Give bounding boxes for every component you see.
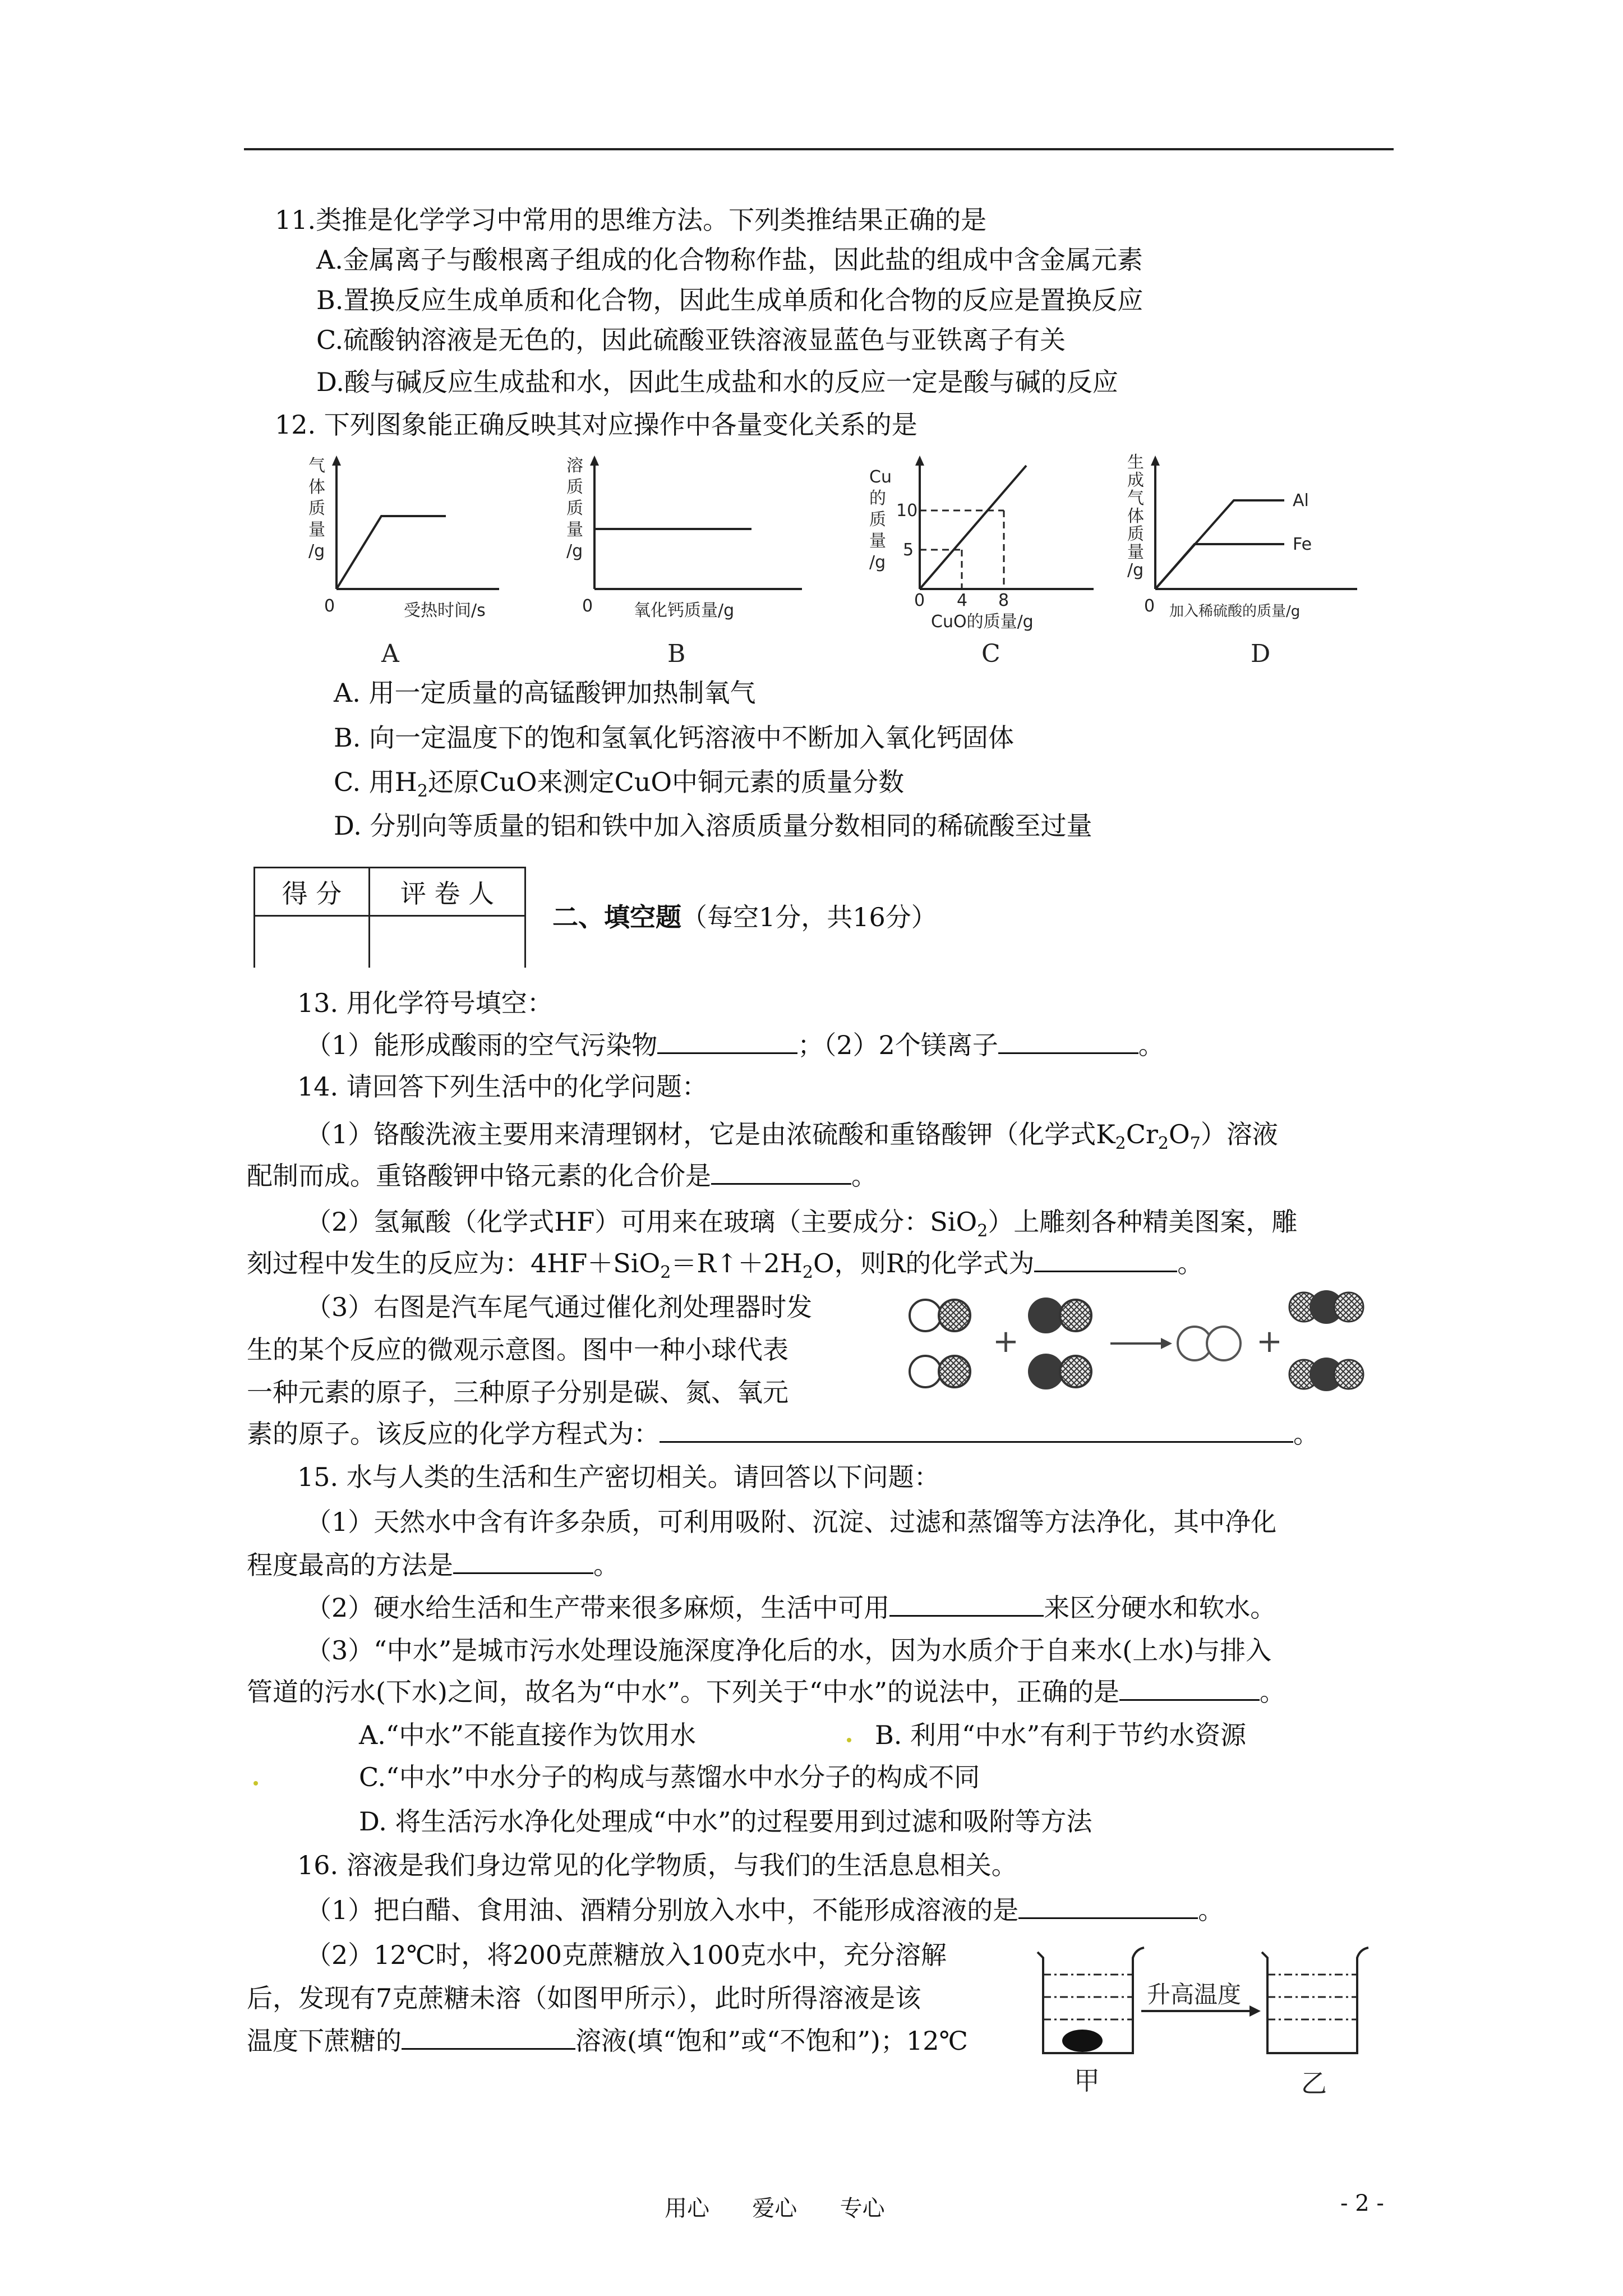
q15-option-c: C.“中水”中水分子的构成与蒸馏水中水分子的构成不同 (359, 1762, 980, 1792)
graph-c-ylabel-1: Cu (869, 467, 892, 487)
graph-d-ylabel-3: 气 (1127, 489, 1144, 508)
q15-option-b: B. 利用“中水”有利于节约水资源 (875, 1720, 1247, 1750)
graph-c-ytick-10: 10 (896, 501, 918, 521)
undissolved-sugar (1062, 2030, 1103, 2052)
graph-c-xlabel: CuO的质量/g (931, 612, 1034, 632)
q14-p1-line2: 配制而成。重铬酸钾中铬元素的化合价是 。 (247, 1161, 877, 1191)
graph-a-ylabel-2: 体 (308, 477, 325, 497)
q15-option-d: D. 将生活污水净化处理成“中水”的过程要用到过滤和吸附等方法 (359, 1806, 1092, 1837)
graph-b-ylabel-4: 量 (566, 520, 583, 540)
graph-a-xlabel: 受热时间/s (404, 601, 486, 620)
q11-option-a: A.金属离子与酸根离子组成的化合物称作盐，因此盐的组成中含金属元素 (316, 245, 1143, 275)
q13-stem: 13. 用化学符号填空： (297, 988, 553, 1018)
q15-option-a: A.“中水”不能直接作为饮用水 (359, 1720, 696, 1750)
q15-blank-3[interactable] (1119, 1677, 1260, 1701)
q14-p1-line1: （1）铬酸洗液主要用来清理钢材，它是由浓硫酸和重铬酸钾（化学式$K_2Cr_2O_7$）溶液 (306, 1119, 1278, 1153)
q13-blank-2[interactable] (998, 1030, 1138, 1054)
graph-d-ylabel-5: 质 (1127, 524, 1144, 544)
reactant-molecule-4 (1028, 1354, 1091, 1389)
section-2-heading: 二、填空题（每空1分，共16分） (552, 902, 937, 932)
graph-a-curve (336, 516, 446, 589)
q15-p3-line1: （3）“中水”是城市污水处理设施深度净化后的水，因为水质介于自来水(上水)与排入 (306, 1635, 1272, 1665)
q15-stem: 15. 水与人类的生活和生产密切相关。请回答以下问题： (297, 1462, 940, 1492)
q12-option-b: B. 向一定温度下的饱和氢氧化钙溶液中不断加入氧化钙固体 (334, 723, 1015, 753)
graph-c-letter: C (981, 639, 1000, 668)
graph-d-series-fe: Fe (1293, 535, 1312, 554)
graph-d-curve-fe (1155, 544, 1284, 589)
graph-b-ylabel-2: 质 (566, 477, 583, 497)
graph-d-ylabel-1: 生 (1127, 453, 1144, 472)
graph-d-ylabel-2: 成 (1127, 471, 1144, 490)
footer-center: 用心 爱心 专心 (665, 2196, 885, 2221)
graph-b (555, 449, 813, 673)
q16-p2-line3: 温度下蔗糖的 溶液(填“饱和”或“不饱和”)；12℃ (247, 2026, 968, 2056)
header-rule (244, 148, 1394, 150)
q16-blank-2[interactable] (402, 2026, 575, 2050)
graph-b-ylabel-5: /g (566, 541, 583, 561)
reactant-molecule-1 (910, 1300, 970, 1331)
beaker-diagram (1026, 1935, 1396, 2104)
q11-option-d: D.酸与碱反应生成盐和水，因此生成盐和水的反应一定是酸与碱的反应 (316, 367, 1118, 397)
graph-b-letter: B (667, 639, 686, 668)
graph-c-ylabel-3: 质 (869, 510, 886, 530)
stray-dot (253, 1781, 258, 1786)
product-molecule-2 (1289, 1290, 1363, 1324)
graph-b-ylabel-3: 质 (566, 499, 583, 518)
q13-blank-1[interactable] (657, 1030, 797, 1054)
graph-a-ylabel-1: 气 (308, 456, 325, 476)
graph-c-ylabel-4: 量 (869, 531, 886, 551)
q14-p3-line3: 一种元素的原子，三种原子分别是碳、氮、氧元 (247, 1377, 789, 1407)
q14-p2-line2: 刻过程中发生的反应为：$4HF+SiO_2=R↑+2H_2O$，则R的化学式为 。 (247, 1248, 1204, 1282)
grader-cell[interactable] (370, 916, 525, 968)
q14-blank-2[interactable] (1034, 1248, 1177, 1272)
graph-a-origin: 0 (324, 596, 335, 616)
q11-option-b: B.置换反应生成单质和化合物，因此生成单质和化合物的反应是置换反应 (316, 285, 1144, 315)
score-table (253, 867, 526, 968)
beaker-jia (1038, 1948, 1144, 2053)
reactant-molecule-2 (910, 1356, 970, 1387)
q14-blank-1[interactable] (711, 1161, 851, 1185)
graph-a (292, 449, 505, 673)
graph-d-letter: D (1251, 639, 1271, 668)
q16-blank-1[interactable] (1018, 1895, 1198, 1919)
q16-p2-line1: （2）12℃时，将200克蔗糖放入100克水中，充分溶解 (306, 1940, 947, 1970)
graph-b-ylabel-1: 溶 (566, 456, 583, 476)
graph-b-xlabel: 氧化钙质量/g (634, 601, 735, 620)
graph-a-ylabel-3: 质 (308, 499, 325, 518)
q15-blank-2[interactable] (889, 1593, 1044, 1617)
graph-c-ytick-5: 5 (903, 540, 914, 560)
graph-a-ylabel-5: /g (308, 541, 325, 561)
beaker-jia-label: 甲 (1074, 2065, 1100, 2096)
q16-stem: 16. 溶液是我们身边常见的化学物质，与我们的生活息息相关。 (297, 1850, 1017, 1880)
arrow-label: 升高温度 (1147, 1981, 1242, 2008)
graph-d-ylabel-4: 体 (1127, 507, 1144, 526)
q15-p1-line2: 程度最高的方法是 。 (247, 1550, 619, 1580)
stray-dot (847, 1738, 851, 1742)
q16-p1: （1）把白醋、食用油、酒精分别放入水中，不能形成溶液的是 。 (306, 1895, 1224, 1925)
graph-c (858, 449, 1110, 673)
q11-stem: 11.类推是化学学习中常用的思维方法。下列类推结果正确的是 (275, 205, 987, 235)
q14-p2-line1: （2）氢氟酸（化学式HF）可用来在玻璃（主要成分：SiO$_2$）上雕刻各种精美图案，雕 (306, 1207, 1298, 1241)
product-molecule-1 (1178, 1327, 1241, 1360)
graph-d-series-al: Al (1293, 491, 1309, 510)
svg-text:+: + (993, 1323, 1019, 1360)
graph-d-origin: 0 (1144, 596, 1155, 616)
q14-stem: 14. 请回答下列生活中的化学问题： (297, 1071, 708, 1102)
page-number: - 2 - (1340, 2191, 1384, 2216)
q14-p3-line4: 素的原子。该反应的化学方程式为： 。 (247, 1419, 1319, 1449)
beaker-yi-label: 乙 (1301, 2068, 1327, 2099)
beaker-yi (1262, 1948, 1368, 2053)
q12-option-d: D. 分别向等质量的铝和铁中加入溶质质量分数相同的稀硫酸至过量 (334, 811, 1092, 841)
q12-option-c: C. 用$H_2$还原CuO来测定CuO中铜元素的质量分数 (334, 767, 905, 801)
q15-p3-line2: 管道的污水(下水)之间，故名为“中水”。下列关于“中水”的说法中，正确的是 。 (247, 1677, 1285, 1707)
score-cell[interactable] (255, 916, 370, 968)
score-header: 得 分 (255, 868, 370, 916)
q16-p2-line2: 后，发现有7克蔗糖未溶（如图甲所示），此时所得溶液是该 (247, 1983, 921, 2013)
graph-a-letter: A (381, 639, 399, 668)
graph-d-ylabel-7: /g (1127, 560, 1144, 580)
q15-p2: （2）硬水给生活和生产带来很多麻烦，生活中可用 来区分硬水和软水。 (306, 1593, 1276, 1623)
q15-p1-line1: （1）天然水中含有许多杂质，可利用吸附、沉淀、过滤和蒸馏等方法净化，其中净化 (306, 1507, 1277, 1537)
graph-d-ylabel-6: 量 (1127, 542, 1144, 562)
q12-stem: 12. 下列图象能正确反映其对应操作中各量变化关系的是 (275, 409, 917, 440)
graph-c-ylabel-2: 的 (869, 489, 886, 508)
q11-option-c: C.硫酸钠溶液是无色的，因此硫酸亚铁溶液显蓝色与亚铁离子有关 (316, 325, 1066, 355)
reaction-diagram (897, 1285, 1374, 1414)
reactant-molecule-3 (1028, 1297, 1091, 1333)
graph-d (1122, 449, 1363, 673)
graph-c-curve (920, 466, 1026, 589)
q12-option-a: A. 用一定质量的高锰酸钾加热制氧气 (334, 678, 756, 708)
graph-d-xlabel: 加入稀硫酸的质量/g (1169, 603, 1301, 620)
graph-a-ylabel-4: 量 (308, 520, 325, 540)
q13-line: （1）能形成酸雨的空气污染物 ；（2）2个镁离子 。 (306, 1030, 1164, 1060)
graph-c-xtick-8: 8 (998, 591, 1009, 610)
q14-p3-line2: 生的某个反应的微观示意图。图中一种小球代表 (247, 1335, 789, 1365)
q14-blank-3[interactable] (660, 1419, 1293, 1443)
graph-c-ylabel-5: /g (869, 553, 886, 572)
svg-text:+: + (1256, 1323, 1283, 1360)
product-molecule-3 (1289, 1358, 1363, 1391)
graph-c-origin: 0 (914, 591, 925, 610)
grader-header: 评 卷 人 (370, 868, 525, 916)
graph-c-xtick-4: 4 (957, 591, 968, 610)
graph-b-origin: 0 (582, 596, 593, 616)
q14-p3-line1: （3）右图是汽车尾气通过催化剂处理器时发 (306, 1292, 813, 1322)
q15-blank-1[interactable] (453, 1550, 593, 1574)
